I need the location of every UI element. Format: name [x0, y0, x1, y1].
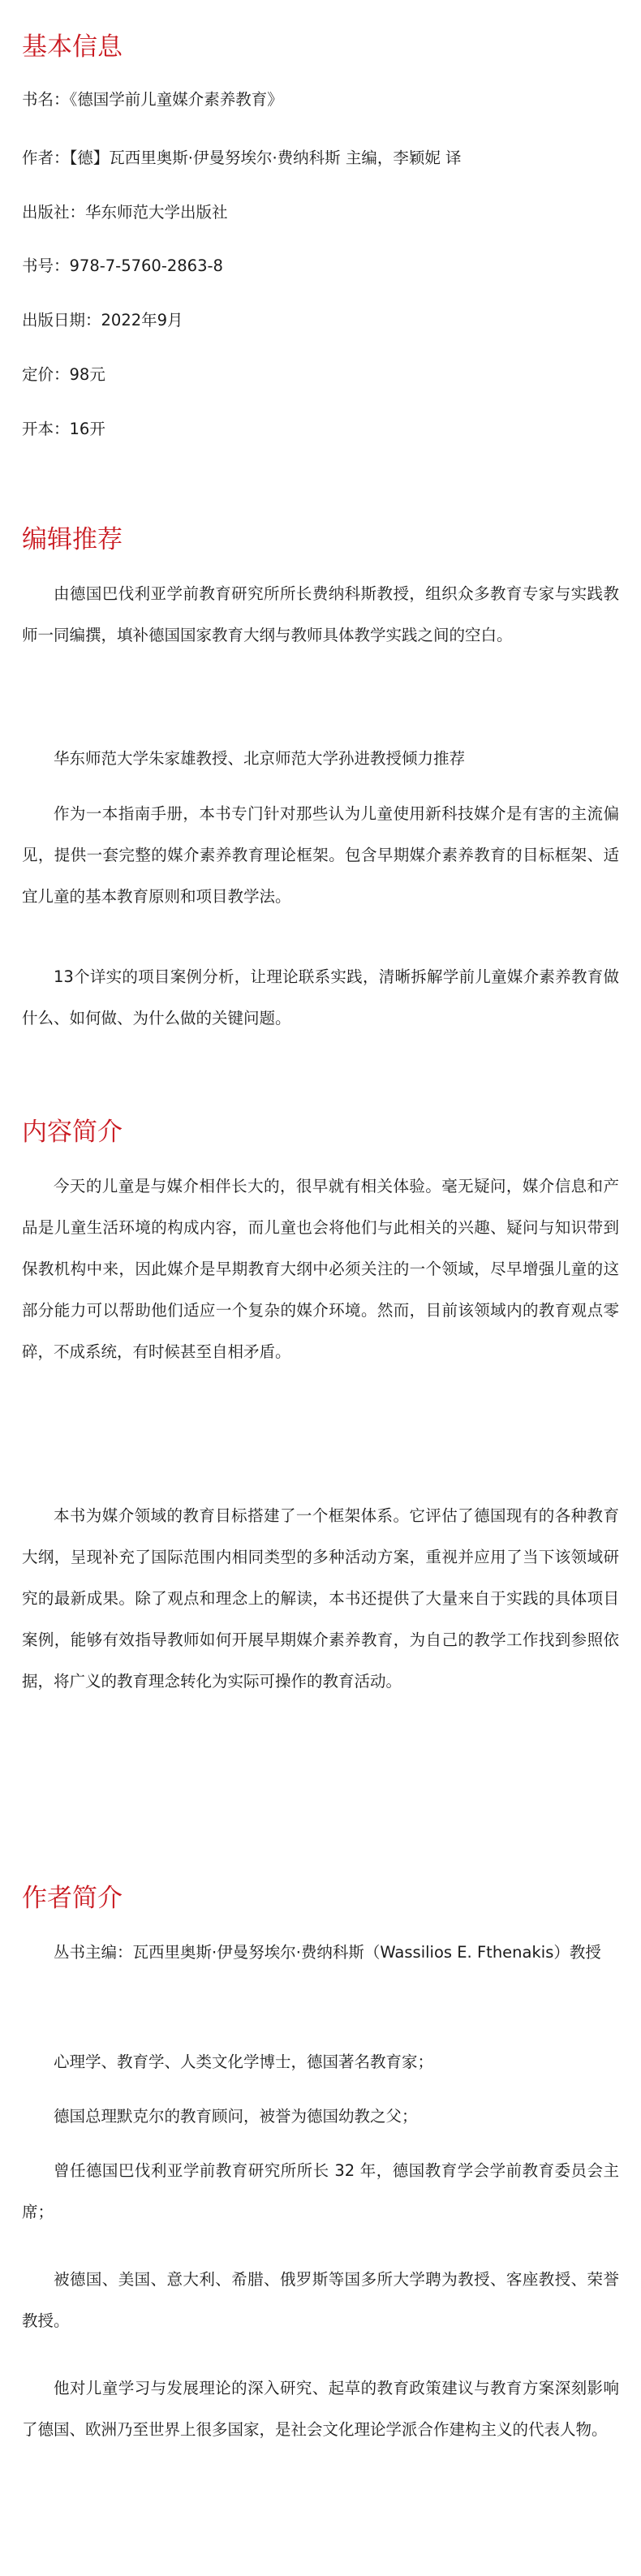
- recommendation-paragraph: 作为一本指南手册，本书专门针对那些认为儿童使用新科技媒介是有害的主流偏见，提供一套完整的媒介素养教育理论框架。包含早期媒介素养教育的目标框架、适宜儿童的基本教育原则和项目教学法。: [22, 804, 619, 906]
- author-intro-paragraph: 曾任德国巴伐利亚学前教育研究所所长 32 年，德国教育学会学前教育委员会主席；: [22, 2161, 619, 2221]
- author-intro-paragraph: 被德国、美国、意大利、希腊、俄罗斯等国多所大学聘为教授、客座教授、荣誉教授。: [22, 2270, 619, 2330]
- basic-info-heading: 基本信息: [22, 32, 123, 62]
- isbn-line: 书号：978-7-5760-2863-8: [22, 256, 223, 275]
- recommendation-paragraph: 13个详实的项目案例分析，让理论联系实践，清晰拆解学前儿童媒介素养教育做什么、如何做、为什么做的关键问题。: [22, 967, 619, 1027]
- author-line: 作者：【德】瓦西里奥斯·伊曼努埃尔·费纳科斯 主编，李颖妮 译: [22, 149, 462, 167]
- content-summary-heading: 内容简介: [22, 1118, 123, 1147]
- publication-date-line: 出版日期：2022年9月: [22, 311, 183, 330]
- recommendation-paragraph: 华东师范大学朱家雄教授、北京师范大学孙进教授倾力推荐: [54, 749, 466, 768]
- summary-paragraph: 今天的儿童是与媒介相伴长大的，很早就有相关体验。毫无疑问，媒介信息和产品是儿童生活环境的构成内容，而儿童也会将他们与此相关的兴趣、疑问与知识带到保教机构中来，因此媒介是早期教育大纲中必须关注的一个领域，尽早增强儿童的这部分能力可以帮助他们适应一个复杂的媒介环境。然而，目前该领域内的教育观点零碎，不成系统，有时候甚至自相矛盾。: [22, 1177, 619, 1361]
- author-intro-heading: 作者简介: [22, 1884, 123, 1913]
- author-intro-paragraph: 德国总理默克尔的教育顾问，被誉为德国幼教之父；: [54, 2107, 418, 2126]
- publisher-line: 出版社：华东师范大学出版社: [22, 203, 228, 222]
- author-intro-paragraph: 他对儿童学习与发展理论的深入研究、起草的教育政策建议与教育方案深刻影响了德国、欧洲乃至世界上很多国家，是社会文化理论学派合作建构主义的代表人物。: [22, 2379, 619, 2439]
- format-line: 开本：16开: [22, 420, 105, 438]
- price-line: 定价：98元: [22, 365, 105, 384]
- author-intro-paragraph: 心理学、教育学、人类文化学博士，德国著名教育家；: [54, 2053, 434, 2071]
- recommendation-paragraph: 由德国巴伐利亚学前教育研究所所长费纳科斯教授，组织众多教育专家与实践教师一同编撰，填补德国国家教育大纲与教师具体教学实践之间的空白。: [22, 584, 619, 644]
- author-intro-paragraph: 丛书主编：瓦西里奥斯·伊曼努埃尔·费纳科斯（Wassilios E. Fthenakis）教授: [54, 1943, 601, 1962]
- editor-recommendation-heading: 编辑推荐: [22, 525, 123, 554]
- book-title-line: 书名：《德国学前儿童媒介素养教育》: [22, 90, 283, 109]
- summary-paragraph: 本书为媒介领域的教育目标搭建了一个框架体系。它评估了德国现有的各种教育大纲，呈现补充了国际范围内相同类型的多种活动方案，重视并应用了当下该领域研究的最新成果。除了观点和理念上的解读，本书还提供了大量来自于实践的具体项目案例，能够有效指导教师如何开展早期媒介素养教育，为自己的教学工作找到参照依据，将广义的教育理念转化为实际可操作的教育活动。: [22, 1506, 619, 1691]
